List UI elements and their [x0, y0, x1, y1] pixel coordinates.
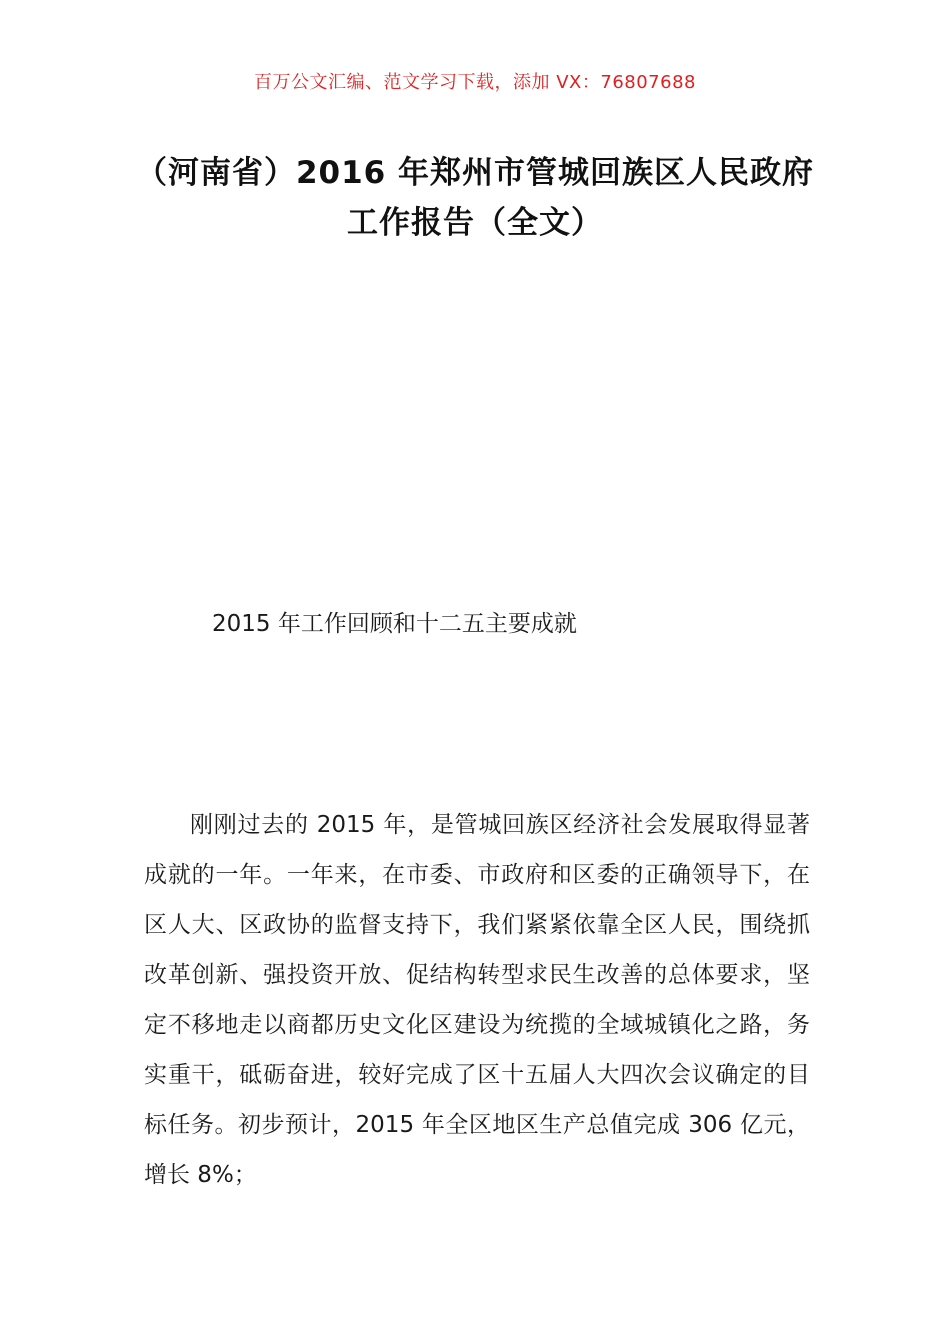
- body-paragraph: 刚刚过去的 2015 年，是管城回族区经济社会发展取得显著成就的一年。一年来，在市委、市政府和区委的正确领导下，在区人大、区政协的监督支持下，我们紧紧依靠全区人民，围绕抓改革创新、强投资开放、促结构转型求民生改善的总体要求，坚定不移地走以商都历史文化区建设为统揽的全域城镇化之路，务实重干，砥砺奋进，较好完成了区十五届人大四次会议确定的目标任务。初步预计，2015 年全区地区生产总值完成 306 亿元，增长 8%；: [144, 812, 810, 1188]
- header-note: 百万公文汇编、范文学习下载，添加 VX：76807688: [254, 72, 696, 93]
- section-heading: 2015 年工作回顾和十二五主要成就: [212, 611, 577, 637]
- document-title: （河南省）2016 年郑州市管城回族区人民政府工作报告（全文）: [135, 155, 815, 241]
